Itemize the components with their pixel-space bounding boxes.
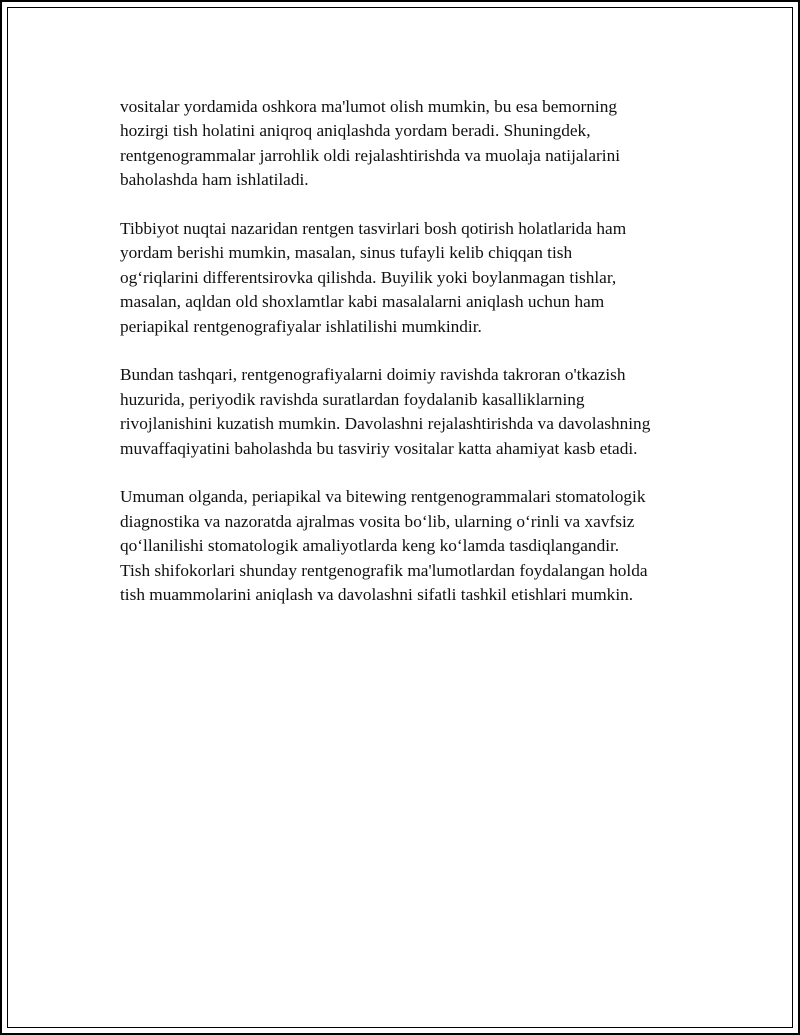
paragraph-3 — [120, 363, 700, 461]
text-line: rentgenogrammalar jarrohlik oldi rejalashtirishda va muolaja natijalarini — [120, 145, 621, 165]
text-line: hozirgi tish holatini aniqroq aniqlashda yordam beradi. Shuningdek, — [120, 121, 591, 141]
text-line: og‘riqlarini differentsirovka qilishda. Buyilik yoki boylanmagan tishlar, — [120, 267, 617, 287]
text-line: yordam berishi mumkin, masalan, sinus tufayli kelib chiqqan tish — [120, 243, 573, 263]
text-line: masalan, aqldan old shoxlamtlar kabi masalalarni aniqlash uchun ham — [120, 292, 605, 312]
text-line: muvaffaqiyatini baholashda bu tasviriy vositalar katta ahamiyat kasb etadi. — [120, 438, 638, 458]
paragraph-4 — [120, 485, 700, 607]
text-line: Tibbiyot nuqtai nazaridan rentgen tasvirlari bosh qotirish holatlarida ham — [120, 219, 627, 239]
text-line: Tish shifokorlari shunday rentgenografik ma'lumotlardan foydalangan holda — [120, 560, 648, 580]
text-line: tish muammolarini aniqlash va davolashni sifatli tashkil etishlari mumkin. — [120, 585, 634, 605]
text-line: Bundan tashqari, rentgenografiyalarni doimiy ravishda takroran o'tkazish — [120, 365, 626, 385]
document-body — [120, 95, 700, 632]
text-line: rivojlanishini kuzatish mumkin. Davolashni rejalashtirishda va davolashning — [120, 414, 651, 434]
text-line: Umuman olganda, periapikal va bitewing rentgenogrammalari stomatologik — [120, 487, 646, 507]
text-line: qo‘llanilishi stomatologik amaliyotlarda keng ko‘lamda tasdiqlangandir. — [120, 536, 620, 556]
paragraph-1 — [120, 95, 700, 193]
text-line: periapikal rentgenografiyalar ishlatilishi mumkindir. — [120, 316, 482, 336]
text-line: baholashda ham ishlatiladi. — [120, 170, 309, 190]
paragraph-2 — [120, 217, 700, 339]
text-line: huzurida, periyodik ravishda suratlardan foydalanib kasalliklarning — [120, 389, 585, 409]
text-line: diagnostika va nazoratda ajralmas vosita bo‘lib, ularning o‘rinli va xavfsiz — [120, 511, 635, 531]
text-line: vositalar yordamida oshkora ma'lumot olish mumkin, bu esa bemorning — [120, 97, 617, 116]
